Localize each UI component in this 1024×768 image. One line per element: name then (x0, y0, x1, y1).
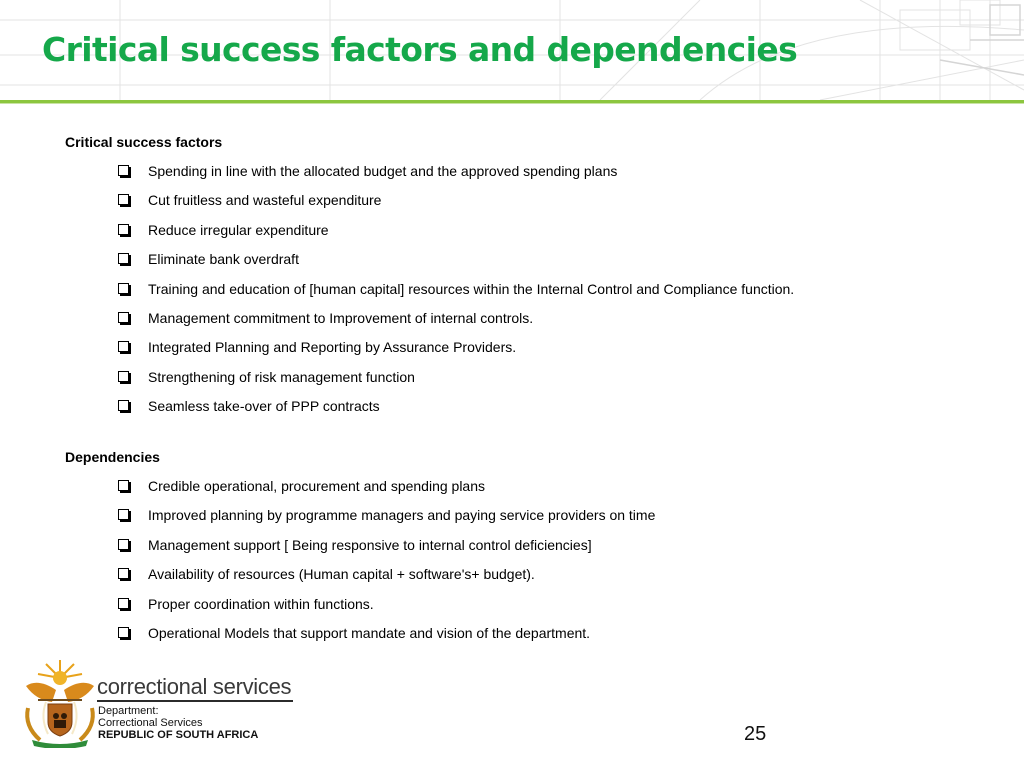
list-item-text: Training and education of [human capital] resources within the Internal Control and Compliance function. (148, 280, 795, 297)
list-item (118, 163, 794, 192)
list-item-text: Spending in line with the allocated budget and the approved spending plans (148, 163, 618, 179)
list-item (118, 507, 655, 536)
checkbox-bullet-icon (118, 283, 129, 294)
checkbox-bullet-icon (118, 400, 129, 411)
checkbox-bullet-icon (118, 568, 129, 579)
list-item-text: Integrated Planning and Reporting by Assurance Providers. (148, 339, 517, 356)
list-item (118, 398, 794, 427)
dependencies-heading: Dependencies (65, 449, 160, 465)
list-item (118, 281, 794, 310)
list-item-text: Proper coordination within functions. (148, 595, 374, 612)
page-number: 25 (744, 723, 767, 745)
list-item-text: Credible operational, procurement and spending plans (148, 478, 485, 494)
list-item-text: Improved planning by programme managers and paying service providers on time (148, 507, 656, 524)
department-label: Department: (98, 705, 159, 717)
brand-name: correctional services (97, 674, 292, 699)
list-item-text: Availability of resources (Human capital + software's+ budget). (148, 566, 535, 583)
checkbox-bullet-icon (118, 539, 129, 550)
brand-underline (97, 700, 293, 702)
critical-success-factors-list (118, 163, 794, 428)
checkbox-bullet-icon (118, 312, 129, 323)
checkbox-bullet-icon (118, 253, 129, 264)
list-item-text: Cut fruitless and wasteful expenditure (148, 192, 382, 209)
list-item (118, 339, 794, 368)
list-item (118, 310, 794, 339)
country-name: REPUBLIC OF SOUTH AFRICA (98, 729, 259, 741)
list-item-text: Management commitment to Improvement of internal controls. (148, 309, 534, 326)
list-item (118, 222, 794, 251)
checkbox-bullet-icon (118, 509, 129, 520)
list-item (118, 369, 794, 398)
checkbox-bullet-icon (118, 598, 129, 609)
department-name: Correctional Services (98, 717, 203, 729)
dependencies-list (118, 478, 655, 654)
checkbox-bullet-icon (118, 627, 129, 638)
checkbox-bullet-icon (118, 165, 129, 176)
checkbox-bullet-icon (118, 341, 129, 352)
list-item (118, 537, 655, 566)
title-divider (0, 100, 1024, 104)
list-item-text: Operational Models that support mandate and vision of the department. (148, 624, 591, 641)
list-item-text: Seamless take-over of PPP contracts (148, 398, 380, 415)
list-item (118, 478, 655, 507)
coat-of-arms-icon (18, 656, 102, 748)
list-item-text: Reduce irregular expenditure (148, 221, 329, 238)
checkbox-bullet-icon (118, 194, 129, 205)
list-item (118, 192, 794, 221)
checkbox-bullet-icon (118, 371, 129, 382)
list-item (118, 596, 655, 625)
list-item (118, 625, 655, 654)
list-item-text: Eliminate bank overdraft (148, 251, 299, 268)
list-item (118, 566, 655, 595)
list-item-text: Strengthening of risk management function (148, 368, 415, 385)
checkbox-bullet-icon (118, 224, 129, 235)
checkbox-bullet-icon (118, 480, 129, 491)
slide-title: Critical success factors and dependencies (42, 30, 798, 69)
list-item (118, 251, 794, 280)
critical-success-factors-heading: Critical success factors (65, 134, 223, 150)
list-item-text: Management support [ Being responsive to internal control deficiencies] (148, 536, 592, 553)
